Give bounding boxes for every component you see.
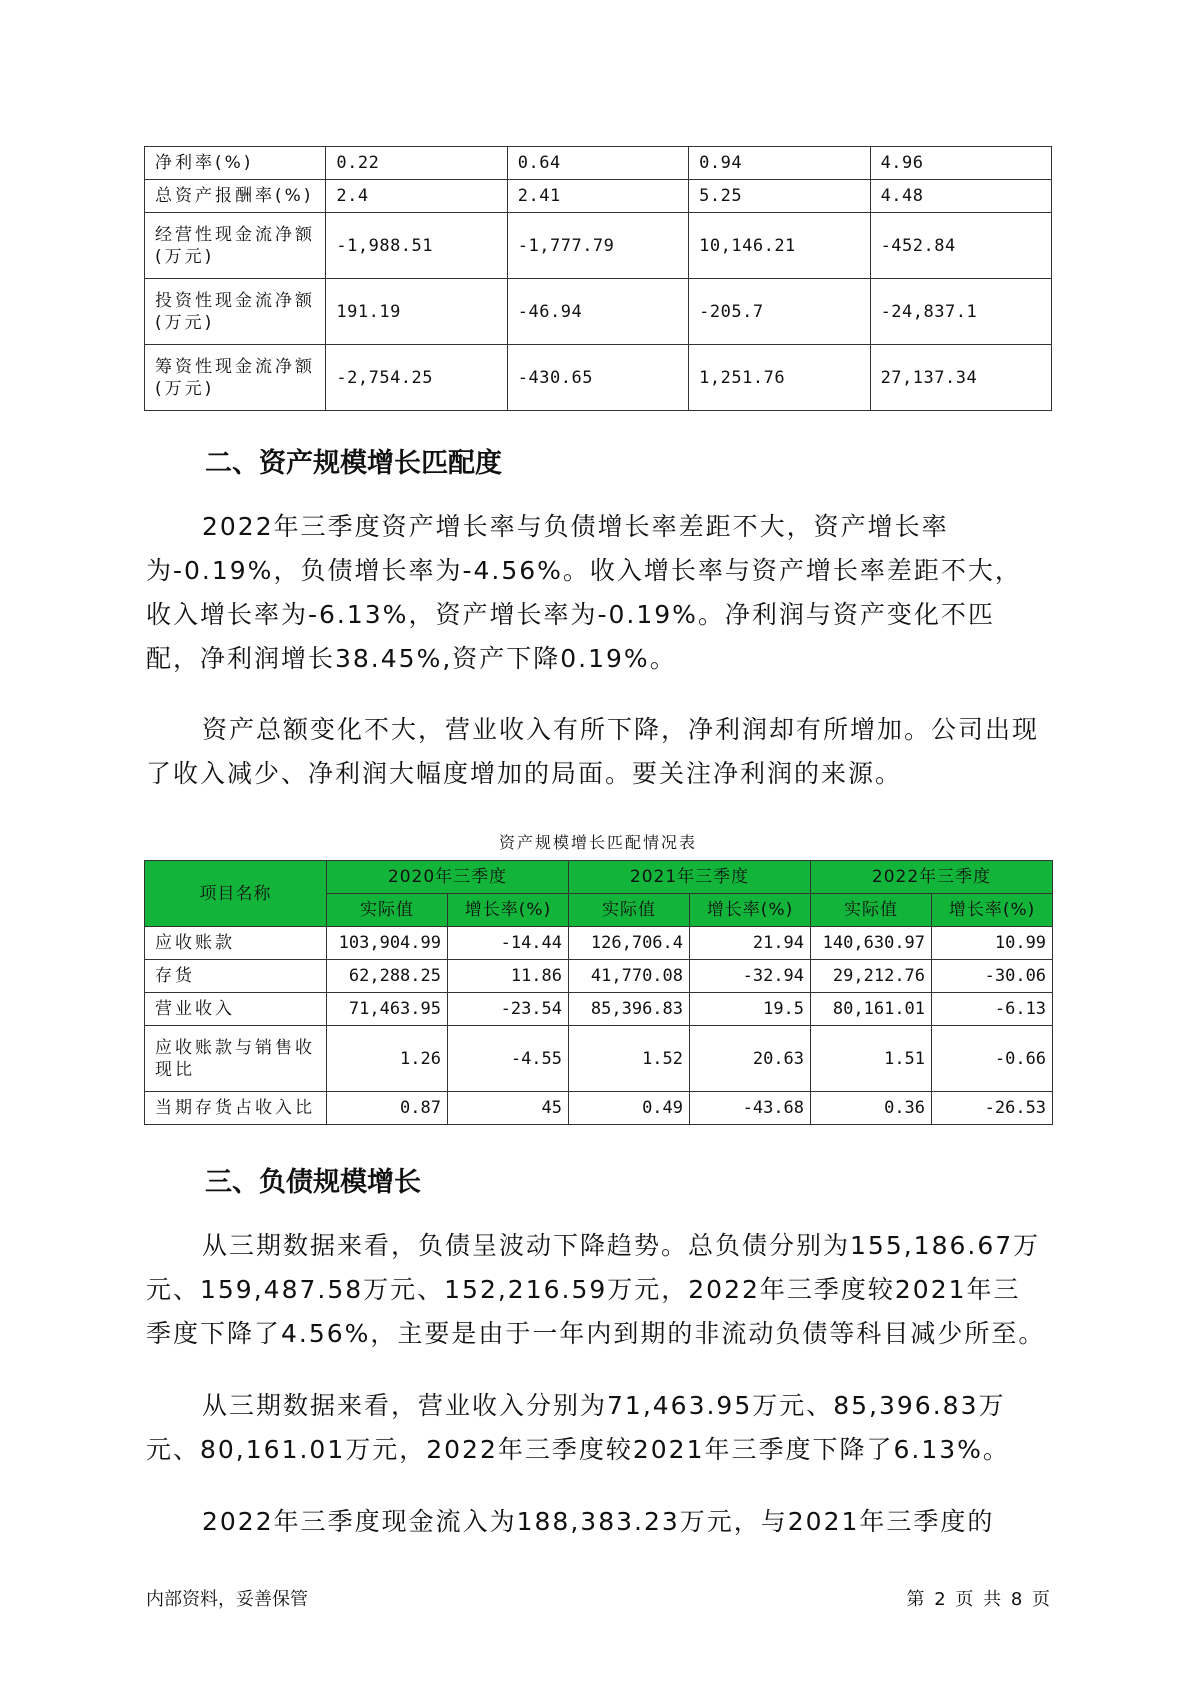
row-label: 当期存货占收入比	[145, 1092, 327, 1125]
table-row	[145, 927, 1053, 960]
table-cell: -43.68	[690, 1092, 811, 1125]
table-cell: 20.63	[690, 1026, 811, 1092]
table-cell: 4.48	[870, 180, 1051, 213]
table-row	[145, 279, 1052, 345]
table-cell: -2,754.25	[326, 345, 507, 411]
table-cell: -30.06	[932, 960, 1053, 993]
table-cell: -452.84	[870, 213, 1051, 279]
table-cell: 140,630.97	[811, 927, 932, 960]
table-cell: 1.26	[327, 1026, 448, 1092]
row-label: 经营性现金流净额(万元)	[145, 213, 326, 279]
header-actual: 实际值	[811, 894, 932, 927]
table-cell: -0.66	[932, 1026, 1053, 1092]
table-cell: 4.96	[870, 147, 1051, 180]
table-row	[145, 147, 1052, 180]
table-cell: 19.5	[690, 993, 811, 1026]
table-cell: 5.25	[689, 180, 870, 213]
table-cell: 2.4	[326, 180, 507, 213]
table-cell: 80,161.01	[811, 993, 932, 1026]
header-growth: 增长率(%)	[448, 894, 569, 927]
table-cell: -14.44	[448, 927, 569, 960]
table-cell: 10,146.21	[689, 213, 870, 279]
table-cell: 103,904.99	[327, 927, 448, 960]
header-actual: 实际值	[327, 894, 448, 927]
table-cell: 62,288.25	[327, 960, 448, 993]
table-cell: -205.7	[689, 279, 870, 345]
table-row	[145, 1092, 1053, 1125]
table-cell: -1,988.51	[326, 213, 507, 279]
table-cell: 41,770.08	[569, 960, 690, 993]
table-row	[145, 1026, 1053, 1092]
table-cell: 21.94	[690, 927, 811, 960]
table-cell: 126,706.4	[569, 927, 690, 960]
table-cell: 0.49	[569, 1092, 690, 1125]
table-cell: -32.94	[690, 960, 811, 993]
table-cell: 2.41	[507, 180, 688, 213]
header-period: 2021年三季度	[569, 861, 811, 894]
body-paragraph: 资产总额变化不大，营业收入有所下降，净利润却有所增加。公司出现了收入减少、净利润大幅度增加的局面。要关注净利润的来源。	[146, 715, 1040, 788]
table-cell: -4.55	[448, 1026, 569, 1092]
table-row	[145, 345, 1052, 411]
table-cell: 1.51	[811, 1026, 932, 1092]
table-cell: 0.36	[811, 1092, 932, 1125]
header-period: 2020年三季度	[327, 861, 569, 894]
row-label: 投资性现金流净额(万元)	[145, 279, 326, 345]
table-cell: -1,777.79	[507, 213, 688, 279]
table-cell: -24,837.1	[870, 279, 1051, 345]
header-growth: 增长率(%)	[932, 894, 1053, 927]
table-cell: 11.86	[448, 960, 569, 993]
table-cell: 71,463.95	[327, 993, 448, 1026]
header-period: 2022年三季度	[811, 861, 1053, 894]
table-cell: 1,251.76	[689, 345, 870, 411]
row-label: 存货	[145, 960, 327, 993]
body-paragraph: 2022年三季度现金流入为188,383.23万元，与2021年三季度的	[202, 1507, 995, 1536]
table-cell: 0.94	[689, 147, 870, 180]
table-cell: 85,396.83	[569, 993, 690, 1026]
table-cell: -6.13	[932, 993, 1053, 1026]
table-cell: 1.52	[569, 1026, 690, 1092]
table-caption: 资产规模增长匹配情况表	[498, 833, 697, 852]
body-paragraph: 从三期数据来看，负债呈波动下降趋势。总负债分别为155,186.67万元、159,487.58万元、152,216.59万元，2022年三季度较2021年三季度下降了4.56%，主要是由于一年内到期的非流动负债等科目减少所至。	[146, 1231, 1046, 1348]
table-cell: -46.94	[507, 279, 688, 345]
row-label: 应收账款	[145, 927, 327, 960]
financial-ratios-table	[144, 146, 1052, 411]
header-growth: 增长率(%)	[690, 894, 811, 927]
table-header-row	[145, 861, 1053, 894]
table-cell: 10.99	[932, 927, 1053, 960]
table-cell: 0.22	[326, 147, 507, 180]
header-actual: 实际值	[569, 894, 690, 927]
table-cell: -26.53	[932, 1092, 1053, 1125]
table-row	[145, 960, 1053, 993]
row-label: 净利率(%)	[145, 147, 326, 180]
table-row	[145, 213, 1052, 279]
row-label: 总资产报酬率(%)	[145, 180, 326, 213]
row-label: 应收账款与销售收现比	[145, 1026, 327, 1092]
table-cell: 29,212.76	[811, 960, 932, 993]
table-cell: 0.64	[507, 147, 688, 180]
table-cell: -430.65	[507, 345, 688, 411]
row-label: 营业收入	[145, 993, 327, 1026]
body-paragraph: 2022年三季度资产增长率与负债增长率差距不大，资产增长率为-0.19%，负债增长率为-4.56%。收入增长率与资产增长率差距不大，收入增长率为-6.13%，资产增长率为-0.19%。净利润与资产变化不匹配，净利润增长38.45%,资产下降0.19%。	[146, 512, 1022, 673]
table-cell: -23.54	[448, 993, 569, 1026]
footer-page-number: 第 2 页 共 8 页	[906, 1589, 1052, 1610]
asset-growth-table	[144, 860, 1053, 1125]
table-cell: 45	[448, 1092, 569, 1125]
table-cell: 27,137.34	[870, 345, 1051, 411]
table-row	[145, 180, 1052, 213]
section-heading: 二、资产规模增长匹配度	[205, 448, 502, 479]
footer-confidential-note: 内部资料，妥善保管	[146, 1589, 308, 1610]
row-label: 筹资性现金流净额(万元)	[145, 345, 326, 411]
header-item-name: 项目名称	[145, 861, 327, 927]
table-cell: 0.87	[327, 1092, 448, 1125]
section-heading: 三、负债规模增长	[205, 1167, 421, 1198]
table-row	[145, 993, 1053, 1026]
body-paragraph: 从三期数据来看，营业收入分别为71,463.95万元、85,396.83万元、80,161.01万元，2022年三季度较2021年三季度下降了6.13%。	[146, 1391, 1010, 1464]
table-cell: 191.19	[326, 279, 507, 345]
